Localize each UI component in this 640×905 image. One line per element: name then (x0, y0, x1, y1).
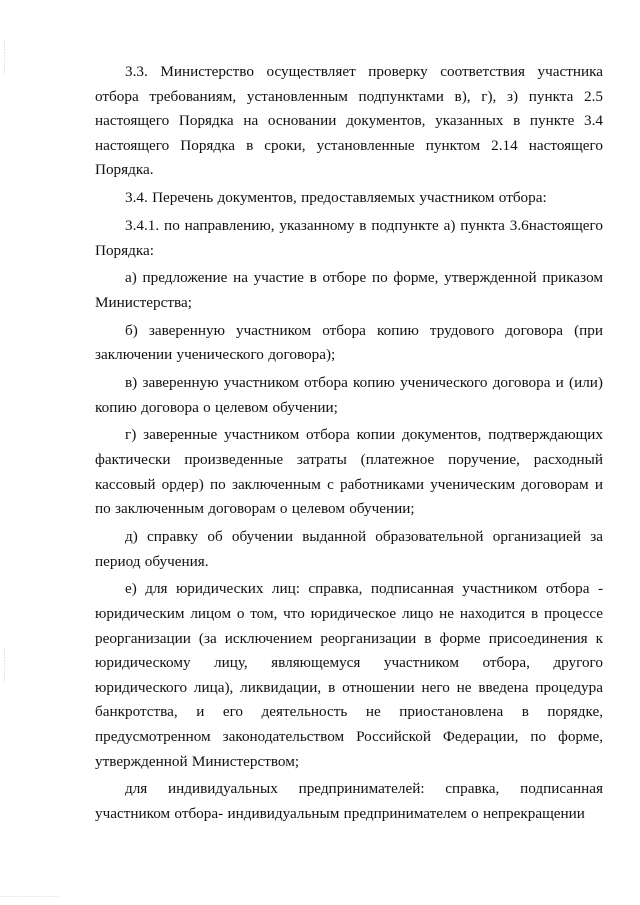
list-item-entrepreneurs: для индивидуальных предпринимателей: справка, подписанная участником отбора- индивидуальным предпринимателем о непрекращении (95, 780, 603, 822)
document-body (95, 60, 603, 830)
list-item-v: в) заверенную участником отбора копию ученического договора и (или) копию договора о целевом обучении; (95, 374, 603, 416)
list-item-d: д) справку об обучении выданной образовательной организацией за период обучения. (95, 528, 603, 570)
list-item-a: а) предложение на участие в отборе по форме, утвержденной приказом Министерства; (95, 269, 603, 311)
scan-margin-mark (4, 648, 5, 684)
scan-margin-mark (0, 896, 60, 897)
paragraph-3-3: 3.3. Министерство осуществляет проверку соответствия участника отбора требованиям, установленным подпунктами в), г), з) пункта 2.5 настоящего Порядка на основании документов, указанных в пункте 3.4 настоящего Порядка в сроки, установленные пунктом 2.14 настоящего Порядка. (95, 63, 603, 179)
scan-margin-mark (4, 40, 5, 76)
list-item-b: б) заверенную участником отбора копию трудового договора (при заключении ученического договора); (95, 321, 603, 364)
paragraph-3-4: 3.4. Перечень документов, предоставляемых участником отбора: (125, 189, 547, 207)
paragraph-3-4-1: 3.4.1. по направлению, указанному в подпункте а) пункта 3.6настоящего Порядка: (95, 216, 603, 259)
list-item-e: е) для юридических лиц: справка, подписанная участником отбора - юридическим лицом о том, что юридическое лицо не находится в процессе реорганизации (за исключением реорганизации в форме присоединения к юридическому лицу, являющемуся участником отбора, другого юридического лица), ликвидации, в отношении него не введена процедура банкротства, и его деятельность не приостановлена в порядке, предусмотренном законодательством Российской Федерации, по форме, утвержденной Министерством; (95, 580, 603, 770)
list-item-g: г) заверенные участником отбора копии документов, подтверждающих фактически произведенные затраты (платежное поручение, расходный кассовый ордер) по заключенным с работниками ученическим договорам и по заключенным договорам о целевом обучении; (95, 426, 603, 518)
